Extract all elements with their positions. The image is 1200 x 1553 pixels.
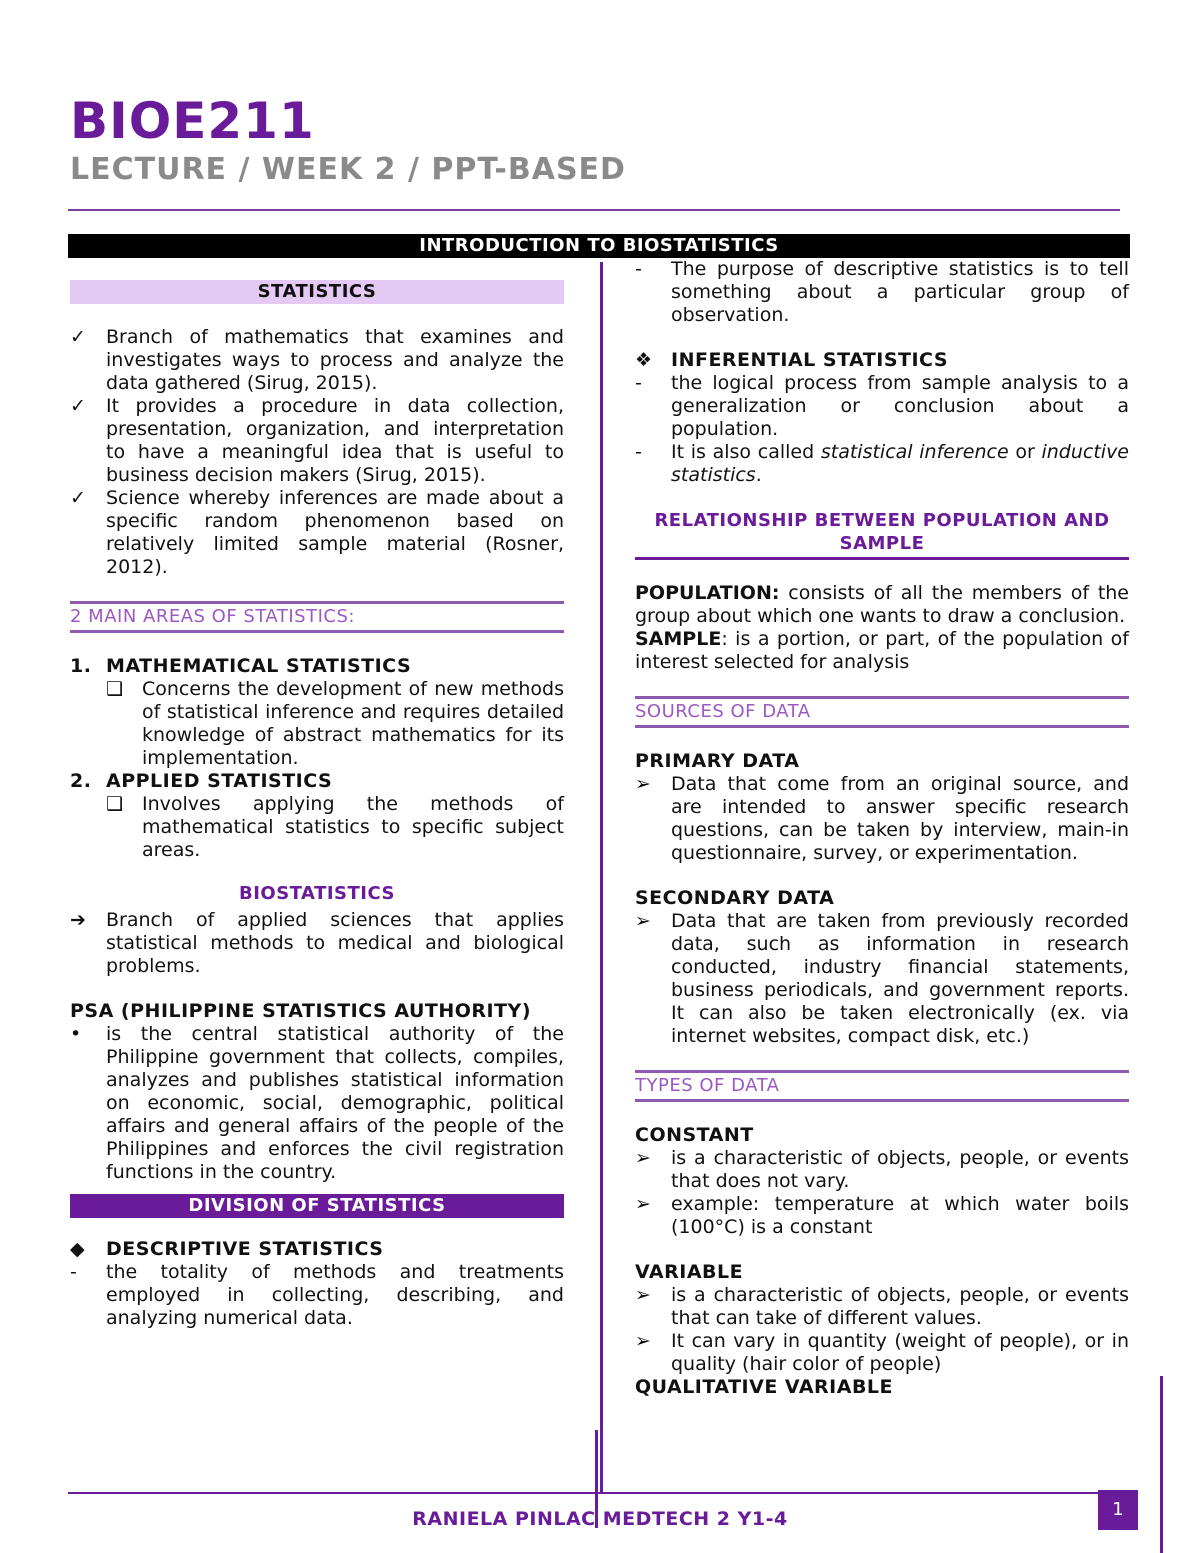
document-subtitle: LECTURE / WEEK 2 / PPT-BASED: [70, 152, 626, 187]
column-divider: [600, 262, 603, 1492]
page-number: 1: [1098, 1490, 1138, 1530]
chevron-right-icon: ➢: [635, 1193, 651, 1215]
psa-text: is the central statistical authority of the Philippine government that collects, compiles, analyzes and publishes statistical information on economic, social, demographic, political affairs and general affairs of the people of the Philippines and enforces the civil registration functions in the country.: [106, 1023, 564, 1183]
text-run: or: [1008, 441, 1042, 463]
area-title: APPLIED STATISTICS: [106, 770, 333, 792]
italic-term: statistical inference: [820, 441, 1009, 463]
list-item: [635, 1193, 1129, 1239]
constant-item: example: temperature at which water boils (100°C) is a constant: [671, 1193, 1129, 1238]
descriptive-heading-row: [70, 1238, 564, 1261]
sample-text: : is a portion, or part, of the population of interest selected for analysis: [635, 628, 1129, 673]
list-item: [635, 910, 1129, 1048]
sample-definition: [635, 628, 1129, 674]
population-definition: [635, 582, 1129, 628]
statistics-item: Science whereby inferences are made about a specific random phenomenon based on relatively limited sample material (Rosner, 2012).: [106, 487, 564, 578]
left-column: [70, 275, 564, 1330]
chevron-right-icon: ➢: [635, 773, 651, 795]
types-heading: TYPES OF DATA: [635, 1070, 1129, 1102]
biostatistics-text: Branch of applied sciences that applies statistical methods to medical and biological problems.: [106, 909, 564, 977]
italic-term: inductive statistics: [671, 441, 1130, 486]
relationship-heading: RELATIONSHIP BETWEEN POPULATION AND SAMPLE: [635, 509, 1129, 560]
population-label: POPULATION:: [635, 582, 780, 604]
area-description: Concerns the development of new methods of statistical inference and requires detailed knowledge of abstract mathematics for its implementation.: [142, 678, 564, 769]
dash-icon: -: [70, 1261, 77, 1283]
primary-heading: PRIMARY DATA: [635, 750, 800, 772]
inferential-text-2: [671, 441, 1129, 487]
footer-author: RANIELA PINLAC MEDTECH 2 Y1-4: [412, 1508, 788, 1530]
primary-text: Data that come from an original source, and are intended to answer specific research questions, can be taken by interview, main-in questionnaire, survey, or experimentation.: [671, 773, 1129, 864]
area-number: 1.: [70, 655, 92, 677]
chevron-right-icon: ➢: [635, 1330, 651, 1352]
inferential-heading: INFERENTIAL STATISTICS: [671, 349, 949, 371]
biostatistics-heading: BIOSTATISTICS: [238, 883, 396, 904]
chevron-right-icon: ➢: [635, 910, 651, 932]
list-item: [70, 326, 564, 395]
list-item: [70, 1261, 564, 1330]
statistics-item: Branch of mathematics that examines and investigates ways to process and analyze the data gathered (Sirug, 2015).: [106, 326, 564, 394]
statistics-heading: STATISTICS: [70, 280, 564, 304]
chevron-right-icon: ➢: [635, 1147, 651, 1169]
constant-item: is a characteristic of objects, people, or events that does not vary.: [671, 1147, 1129, 1192]
check-icon: ✓: [70, 395, 86, 417]
text-run: It is also called: [671, 441, 821, 463]
secondary-heading: SECONDARY DATA: [635, 887, 835, 909]
list-item: [635, 773, 1129, 865]
descriptive-purpose: The purpose of descriptive statistics is to tell something about a particular group of observation.: [671, 258, 1129, 326]
statistics-item: It provides a procedure in data collection, presentation, organization, and interpretation to have a meaningful idea that is useful to business decision makers (Sirug, 2015).: [106, 395, 564, 486]
sample-label: SAMPLE: [635, 628, 722, 650]
bullet-icon: •: [70, 1023, 82, 1045]
text-run: .: [755, 464, 762, 486]
list-item: [635, 1284, 1129, 1330]
footer-divider: [68, 1492, 1132, 1494]
list-item: [635, 1147, 1129, 1193]
area-item: [70, 770, 564, 793]
list-item: [70, 909, 564, 978]
checkbox-icon: ❑: [106, 793, 124, 815]
main-areas-heading: 2 MAIN AREAS OF STATISTICS:: [70, 601, 564, 633]
descriptive-text: the totality of methods and treatments employed in collecting, describing, and analyzing numerical data.: [106, 1261, 564, 1329]
list-item: [635, 372, 1129, 441]
sources-heading: SOURCES OF DATA: [635, 696, 1129, 728]
variable-item: is a characteristic of objects, people, or events that can take of different values.: [671, 1284, 1129, 1329]
list-item: [70, 678, 564, 770]
descriptive-heading: DESCRIPTIVE STATISTICS: [106, 1238, 384, 1260]
area-item: [70, 655, 564, 678]
qualitative-heading: QUALITATIVE VARIABLE: [635, 1376, 894, 1398]
psa-heading: PSA (PHILIPPINE STATISTICS AUTHORITY): [70, 1000, 532, 1022]
dash-icon: -: [635, 441, 642, 463]
checkbox-icon: ❑: [106, 678, 124, 700]
check-icon: ✓: [70, 487, 86, 509]
constant-heading: CONSTANT: [635, 1124, 754, 1146]
diamond-icon: ❖: [635, 349, 653, 371]
division-heading: DIVISION OF STATISTICS: [70, 1194, 564, 1218]
diamond-icon: ◆: [70, 1238, 85, 1260]
list-item: [70, 1023, 564, 1184]
arrow-right-icon: ➔: [70, 909, 86, 931]
section-banner: INTRODUCTION TO BIOSTATISTICS: [68, 234, 1130, 258]
variable-heading: VARIABLE: [635, 1261, 744, 1283]
inferential-text: the logical process from sample analysis to a generalization or conclusion about a population.: [671, 372, 1129, 440]
area-description: Involves applying the methods of mathematical statistics to specific subject areas.: [142, 793, 564, 861]
list-item: [70, 395, 564, 487]
right-column: [635, 258, 1129, 1399]
list-item: [635, 441, 1129, 487]
population-text: consists of all the members of the group about which one wants to draw a conclusion.: [635, 582, 1129, 627]
list-item: [635, 1330, 1129, 1376]
header-divider: [68, 209, 1120, 211]
chevron-right-icon: ➢: [635, 1284, 651, 1306]
dash-icon: -: [635, 372, 642, 394]
list-item: [635, 258, 1129, 327]
list-item: [70, 487, 564, 579]
variable-item: It can vary in quantity (weight of people), or in quality (hair color of people): [671, 1330, 1129, 1375]
area-title: MATHEMATICAL STATISTICS: [106, 655, 412, 677]
secondary-text: Data that are taken from previously recorded data, such as information in research conducted, industry financial statements, business periodicals, and government reports. It can also be taken electronically (ex. via internet websites, compact disk, etc.): [671, 910, 1129, 1047]
list-item: [70, 793, 564, 862]
area-number: 2.: [70, 770, 92, 792]
dash-icon: -: [635, 258, 642, 280]
course-code: BIOE211: [70, 92, 315, 150]
check-icon: ✓: [70, 326, 86, 348]
inferential-heading-row: [635, 349, 1129, 372]
